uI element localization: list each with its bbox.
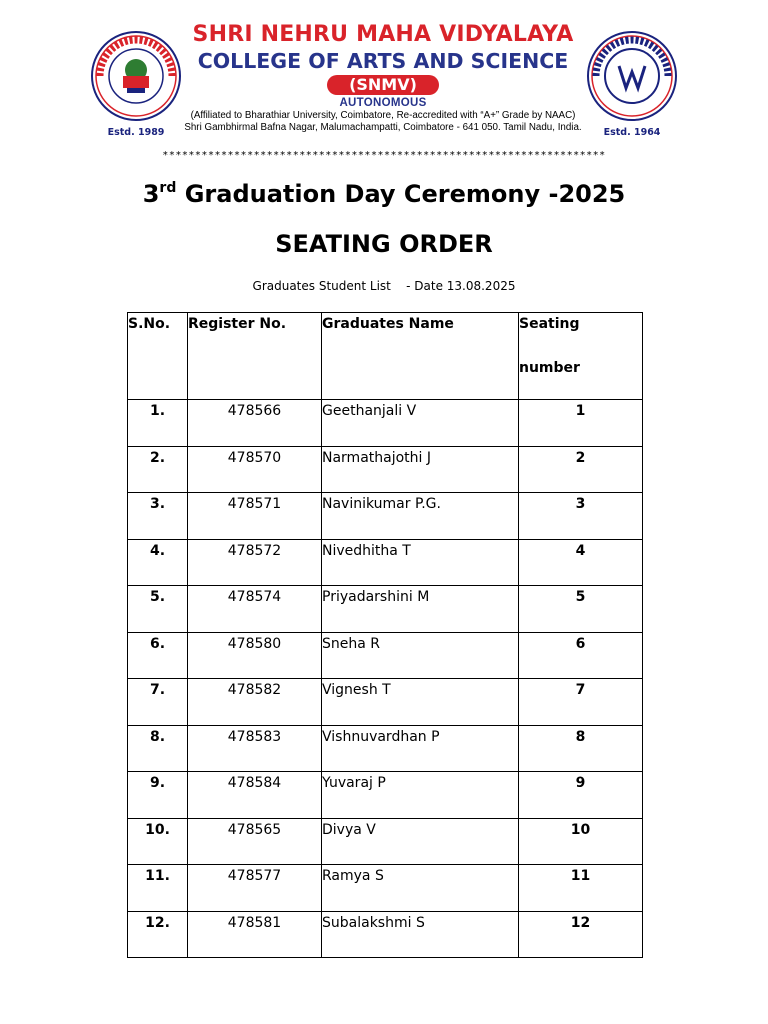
college-abbrev-badge: (SNMV) xyxy=(327,75,439,95)
header-seating-line1: Seating xyxy=(519,316,580,332)
cell-graduate-name: Priyadarshini M xyxy=(322,586,519,633)
left-seal-estd: Estd. 1989 xyxy=(107,127,165,138)
cell-register-no: 478582 xyxy=(188,679,322,726)
cell-register-no: 478572 xyxy=(188,539,322,586)
cell-graduate-name: Vishnuvardhan P xyxy=(322,725,519,772)
cell-register-no: 478565 xyxy=(188,818,322,865)
college-subtitle: COLLEGE OF ARTS AND SCIENCE xyxy=(197,49,569,73)
title-ordinal-suffix: rd xyxy=(159,180,177,196)
table-row xyxy=(128,679,643,726)
table-row xyxy=(128,539,643,586)
association-seal-logo xyxy=(586,30,678,140)
cell-sno: 4. xyxy=(128,539,188,586)
cwa-emblem-icon xyxy=(586,30,678,122)
cell-graduate-name: Vignesh T xyxy=(322,679,519,726)
title-text: Graduation Day Ceremony -2025 xyxy=(176,180,626,208)
cell-sno: 3. xyxy=(128,493,188,540)
header-register-no: Register No. xyxy=(188,313,322,400)
cell-sno: 11. xyxy=(128,865,188,912)
autonomous-label: AUTONOMOUS xyxy=(339,97,427,109)
college-seal-logo xyxy=(90,30,182,140)
table-row xyxy=(128,400,643,447)
cell-sno: 6. xyxy=(128,632,188,679)
cell-register-no: 478571 xyxy=(188,493,322,540)
cell-sno: 5. xyxy=(128,586,188,633)
college-title-block xyxy=(180,22,586,133)
snmv-emblem-icon xyxy=(90,30,182,122)
cell-register-no: 478574 xyxy=(188,586,322,633)
page-title xyxy=(0,180,768,208)
cell-seating-number: 1 xyxy=(519,400,643,447)
cell-register-no: 478577 xyxy=(188,865,322,912)
table-row xyxy=(128,632,643,679)
cell-graduate-name: Divya V xyxy=(322,818,519,865)
table-row xyxy=(128,911,643,958)
table-header-row xyxy=(128,313,643,400)
letterhead xyxy=(90,22,680,140)
cell-seating-number: 5 xyxy=(519,586,643,633)
table-row xyxy=(128,772,643,819)
cell-graduate-name: Navinikumar P.G. xyxy=(322,493,519,540)
cell-seating-number: 2 xyxy=(519,446,643,493)
table-row xyxy=(128,493,643,540)
table-row xyxy=(128,446,643,493)
cell-graduate-name: Subalakshmi S xyxy=(322,911,519,958)
page-subtitle: SEATING ORDER xyxy=(275,230,493,258)
cell-graduate-name: Sneha R xyxy=(322,632,519,679)
cell-register-no: 478580 xyxy=(188,632,322,679)
table-row xyxy=(128,865,643,912)
cell-register-no: 478566 xyxy=(188,400,322,447)
cell-sno: 2. xyxy=(128,446,188,493)
title-number: 3 xyxy=(142,180,160,208)
cell-sno: 10. xyxy=(128,818,188,865)
cell-seating-number: 11 xyxy=(519,865,643,912)
cell-sno: 12. xyxy=(128,911,188,958)
college-name: SHRI NEHRU MAHA VIDYALAYA xyxy=(192,22,574,47)
cell-graduate-name: Geethanjali V xyxy=(322,400,519,447)
cell-seating-number: 9 xyxy=(519,772,643,819)
cell-seating-number: 6 xyxy=(519,632,643,679)
seating-table xyxy=(127,312,643,958)
cell-graduate-name: Nivedhitha T xyxy=(322,539,519,586)
cell-sno: 8. xyxy=(128,725,188,772)
cell-seating-number: 12 xyxy=(519,911,643,958)
table-row xyxy=(128,725,643,772)
header-seating-line2: number xyxy=(519,360,580,376)
cell-register-no: 478583 xyxy=(188,725,322,772)
cell-seating-number: 10 xyxy=(519,818,643,865)
cell-seating-number: 3 xyxy=(519,493,643,540)
cell-register-no: 478570 xyxy=(188,446,322,493)
cell-graduate-name: Yuvaraj P xyxy=(322,772,519,819)
affiliation-text: (Affiliated to Bharathiar University, Coimbatore, Re-accredited with “A+” Grade by NAAC) xyxy=(190,110,576,121)
table-row xyxy=(128,818,643,865)
header-sno: S.No. xyxy=(128,313,188,400)
cell-sno: 1. xyxy=(128,400,188,447)
cell-seating-number: 7 xyxy=(519,679,643,726)
list-date-line: Graduates Student List - Date 13.08.2025 xyxy=(252,279,516,293)
cell-register-no: 478584 xyxy=(188,772,322,819)
address-text: Shri Gambhirmal Bafna Nagar, Malumachampatti, Coimbatore - 641 050. Tamil Nadu, India. xyxy=(184,122,582,133)
table-row xyxy=(128,586,643,633)
cell-register-no: 478581 xyxy=(188,911,322,958)
header-seating-number xyxy=(519,313,643,400)
separator-line: ******************************************************************** xyxy=(162,150,606,161)
cell-seating-number: 4 xyxy=(519,539,643,586)
cell-graduate-name: Narmathajothi J xyxy=(322,446,519,493)
header-graduate-name: Graduates Name xyxy=(322,313,519,400)
cell-sno: 9. xyxy=(128,772,188,819)
cell-sno: 7. xyxy=(128,679,188,726)
cell-graduate-name: Ramya S xyxy=(322,865,519,912)
cell-seating-number: 8 xyxy=(519,725,643,772)
right-seal-estd: Estd. 1964 xyxy=(603,127,661,138)
